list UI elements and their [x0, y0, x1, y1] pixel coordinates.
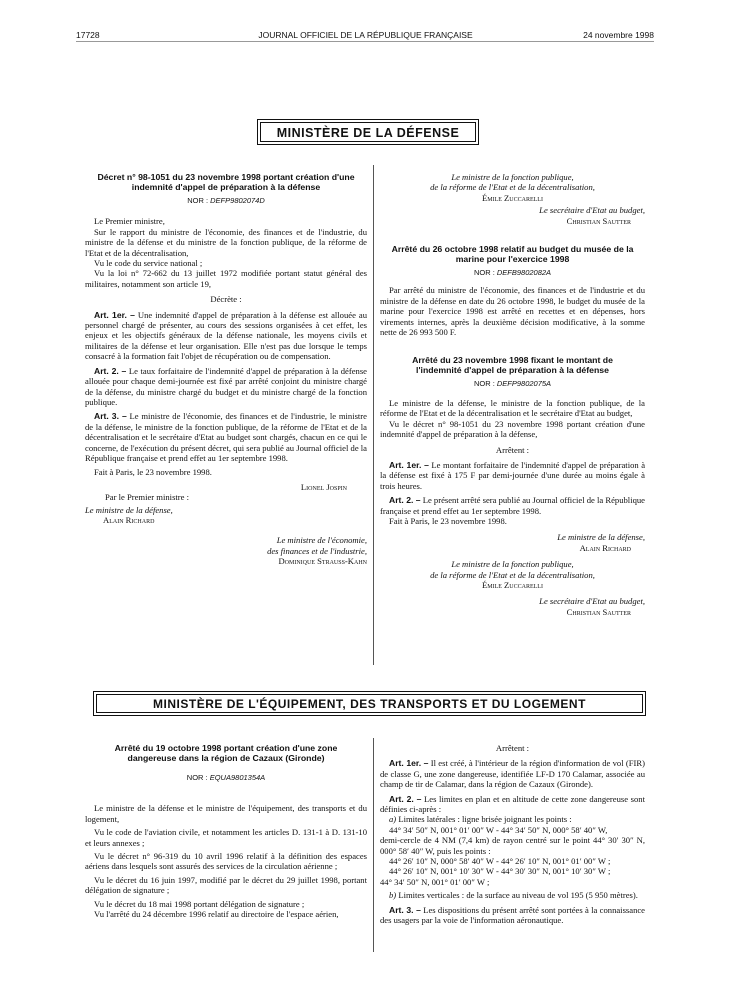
arretent-label: Arrêtent : — [495, 743, 530, 753]
signer-name: Alain Richard — [103, 514, 155, 525]
signer-title: Le ministre de la fonction publique, — [451, 559, 574, 570]
arrete-para: Vu le décret du 16 juin 1997, modifié par le décret du 29 juillet 1998, portant délégation de signature ; — [85, 874, 367, 896]
signer-title: Le ministre de l'économie, — [276, 535, 367, 546]
coordinates: 44° 26′ 10″ N, 000° 58′ 40″ W - 44° 26′ 10″ N, 001° 01′ 00″ W ; — [389, 856, 611, 867]
signer-name: Lionel Jospin — [300, 481, 347, 492]
signer-name: Émile Zuccarelli — [482, 579, 543, 590]
signer-title: de la réforme de l'Etat et de la décentralisation, — [430, 182, 595, 193]
arrete-para: Vu le code de l'aviation civile, et notamment les articles D. 131-1 à D. 131-10 et leurs annexes ; — [85, 827, 367, 848]
arrete-budget-nor: NOR : DEFB9802082A — [473, 268, 552, 278]
journal-title: JOURNAL OFFICIEL DE LA RÉPUBLIQUE FRANÇAISE — [258, 30, 473, 40]
signer-name: Christian Sautter — [566, 215, 631, 226]
decret-para: Vu le code du service national ; — [94, 258, 203, 269]
decret-fait: Fait à Paris, le 23 novembre 1998. — [94, 467, 212, 478]
signer-title: de la réforme de l'Etat et de la décentralisation, — [430, 569, 595, 580]
arrete-budget-text: Par arrêté du ministre de l'économie, des finances et de l'industrie et du ministre de la défense en date du 26 octobre 1998, le budget du musée de la marine pour l'exercice 1998 est arrêté en recettes et en dépenses, hors virements internes, après la deuxième décision modificative, à la somme nette de 26 993 500 F. — [380, 285, 645, 338]
arrete-article-1: Art. 1er. – Il est créé, à l'intérieur de la région d'information de vol (FIR) de classe G, une zone dangereuse, identifiée LF-D 170 Calamar, associée au champ de tir de Calamar, dans la région de Cazaux (Gironde). — [380, 758, 646, 790]
arrete-cazaux-left — [85, 743, 367, 919]
arrete-para: Vu le décret du 18 mai 1998 portant délégation de signature ; — [94, 898, 305, 909]
signer-title: des finances et de l'industrie, — [267, 545, 367, 556]
issue-date: 24 novembre 1998 — [583, 30, 654, 40]
coordinates: demi-cercle de 4 NM (7,4 km) de rayon centré sur le point 44° 30′ 30″ N, 000° 58′ 40″ W, puis les points : — [380, 835, 645, 856]
header-rule — [76, 41, 654, 42]
arrete-montant-nor: NOR : DEFP9802075A — [473, 379, 552, 389]
decret-para: Sur le rapport du ministre de l'économie, des finances et de l'industrie, du ministre de la défense et du ministre de la fonction publique, de la réforme de l'Etat et de la décentralisation, — [85, 226, 367, 258]
arrete-cazaux-nor: NOR : EQUA9801354A — [186, 773, 266, 782]
arrete-para: Le ministre de la défense, le ministre de la fonction publique, de la réforme de l'Etat et de la décentralisation et le secrétaire d'Etat au budget, — [380, 397, 645, 419]
decret-article-1: Art. 1er. – Une indemnité d'appel de préparation à la défense est allouée au personnel chargé de présenter, au cours des sessions organisées à cet effet, les enjeux et les objectifs généraux de la défense nationale, les moyens civils et militaires de la défense et leur organisation. Elle n'est pas due lorsque le temps consacré à la formation fait l'objet de récupération ou de compensation. — [85, 309, 368, 362]
signer-title: Le secrétaire d'Etat au budget, — [539, 205, 645, 216]
arretent-label: Arrêtent : — [495, 444, 530, 455]
decrete-label: Décrète : — [210, 294, 242, 305]
section-banner-equipement — [93, 691, 646, 716]
signer-title: Le ministre de la défense, — [85, 504, 173, 515]
decret-block — [85, 172, 367, 567]
signer-name: Alain Richard — [579, 542, 631, 553]
arrete-cazaux-title: Arrêté du 19 octobre 1998 portant création d'une zone dangereuse dans la région de Cazaux (Gironde) — [114, 743, 338, 763]
section-title: MINISTÈRE DE L'ÉQUIPEMENT, DES TRANSPORTS ET DU LOGEMENT — [153, 697, 586, 711]
column-divider — [373, 165, 374, 665]
coordinates: 44° 26′ 10″ N, 001° 10′ 30″ W - 44° 30′ 30″ N, 001° 10′ 30″ W ; — [389, 866, 611, 877]
signer-name: Émile Zuccarelli — [482, 192, 543, 203]
arrete-budget-title: Arrêté du 26 octobre 1998 relatif au budget du musée de la marine pour l'exercice 1998 — [391, 244, 634, 265]
arrete-article-1: Art. 1er. – Le montant forfaitaire de l'indemnité d'appel de préparation à la défense est fixé à 175 F par demi-journée d'une durée au moins égale à trois heures. — [380, 459, 646, 491]
decret-title: Décret n° 98-1051 du 23 novembre 1998 portant création d'une indemnité d'appel de préparation à la défense — [97, 172, 355, 192]
limits-vertical: b) Limites verticales : de la surface au niveau de vol 195 (5 950 mètres). — [389, 890, 638, 901]
arrete-para: Vu l'arrêté du 24 décembre 1996 relatif au directoire de l'espace aérien, — [94, 909, 339, 920]
arrete-cazaux-right — [380, 743, 645, 926]
arrete-para: Vu le décret n° 96-319 du 10 avril 1996 relatif à la définition des espaces aériens dans lesquels sont assurés des services de la circulation aérienne ; — [85, 851, 367, 872]
coordinates: 44° 34′ 50″ N, 001° 01′ 00″ W ; — [380, 876, 490, 887]
arrete-fait: Fait à Paris, le 23 novembre 1998. — [389, 515, 507, 526]
decret-article-3: Art. 3. – Le ministre de l'économie, des finances et de l'industrie, le ministre de la défense, le ministre de la fonction publique, de la réforme de l'Etat et de la décentralisation et le secrétaire d'Etat au budget sont chargés, chacun en ce qui le concerne, de l'exécution du présent décret, qui sera publié au Journal officiel de la République française et prend effet au 1er septembre 1998. — [85, 411, 367, 463]
arrete-article-2: Art. 2. – Les limites en plan et en altitude de cette zone dangereuse sont définies ci-après : — [380, 793, 645, 815]
signer-title: Le secrétaire d'Etat au budget, — [539, 596, 645, 607]
decret-nor: NOR : DEFP9802074D — [187, 196, 265, 205]
signer-name: Dominique Strauss-Kahn — [278, 556, 367, 567]
signer-name: Christian Sautter — [566, 606, 631, 617]
section-banner-defense — [257, 119, 479, 145]
decret-article-2: Art. 2. – Le taux forfaitaire de l'indemnité d'appel de préparation à la défense allouée pour chaque demi-journée est fixé par arrêté conjoint du ministre chargé de la défense, du ministre chargé du budget et du ministre chargé de la fonction publique. — [85, 365, 367, 407]
limits-lateral: a) Limites latérales : ligne brisée joignant les points : — [389, 814, 572, 825]
signer-title: Le ministre de la fonction publique, — [451, 172, 574, 182]
arrete-article-3: Art. 3. – Les dispositions du présent arrêté sont portées à la connaissance des usagers par la voie de l'information aéronautique. — [380, 904, 645, 926]
signer-title: Le ministre de la défense, — [557, 532, 645, 543]
page-number: 17728 — [76, 30, 100, 40]
coordinates: 44° 34′ 50″ N, 001° 01′ 00″ W - 44° 34′ 50″ N, 000° 58′ 40″ W, — [389, 824, 608, 835]
arrete-montant-title: Arrêté du 23 novembre 1998 fixant le montant de l'indemnité d'appel de préparation à la défense — [412, 355, 613, 376]
column-divider — [373, 738, 374, 952]
decret-para: Vu la loi n° 72-662 du 13 juillet 1972 modifiée portant statut général des militaires, notamment son article 19, — [85, 268, 367, 289]
arrete-para: Le ministre de la défense et le ministre de l'équipement, des transports et du logement, — [85, 803, 367, 824]
decret-para: Le Premier ministre, — [94, 216, 165, 227]
section-title: MINISTÈRE DE LA DÉFENSE — [276, 126, 460, 140]
arrete-article-2: Art. 2. – Le présent arrêté sera publié au Journal officiel de la République française et prend effet au 1er septembre 1998. — [380, 495, 645, 516]
par-premier-ministre: Par le Premier ministre : — [105, 492, 190, 503]
right-column-1 — [380, 172, 645, 617]
arrete-para: Vu le décret n° 98-1051 du 23 novembre 1998 portant création d'une indemnité d'appel de préparation à la défense, — [380, 418, 645, 440]
